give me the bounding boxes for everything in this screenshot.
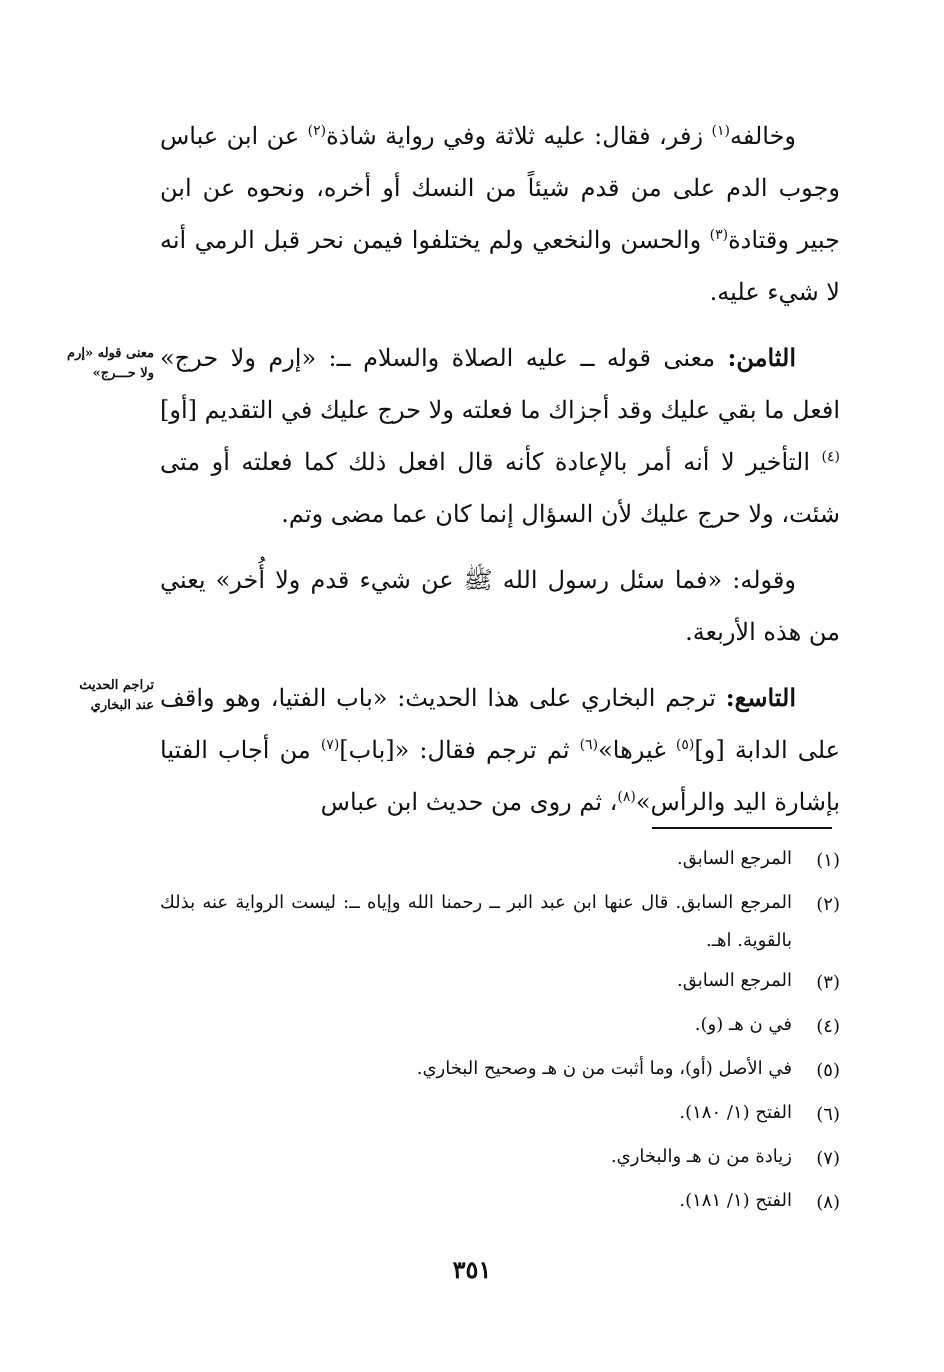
text-run: معنى قوله ــ عليه الصلاة والسلام ــ: «إرم ولا حرج» افعل ما بقي عليك وقد أجزاك ما فعلته ولا حرج عليك في التقديم [أو] bbox=[160, 344, 840, 424]
footnote-number: (٨) bbox=[816, 1192, 840, 1213]
page-number: ٣٥١ bbox=[452, 1255, 492, 1284]
footnote-number: (١) bbox=[816, 850, 840, 871]
footnote-text: المرجع السابق. قال عنها ابن عبد البر ــ رحمنا الله وإياه ــ: ليست الرواية عنه بذلك بالقوية. اهـ. bbox=[160, 892, 792, 951]
footnote-item bbox=[160, 1182, 840, 1224]
footnote-text: المرجع السابق. bbox=[676, 970, 792, 991]
text-run: عن ابن عباس وجوب الدم على من قدم شيئاً من النسك أو أخره، ونحوه عن ابن جبير وقتادة bbox=[160, 122, 840, 254]
footnote-ref[interactable]: (٤) bbox=[821, 449, 840, 465]
footnote-number: (٦) bbox=[816, 1104, 840, 1125]
footnote-item bbox=[160, 1050, 840, 1092]
footnote-text: زيادة من ن هـ والبخاري. bbox=[610, 1146, 792, 1167]
footnote-text: الفتح (١/ ١٨١). bbox=[679, 1190, 792, 1211]
paragraph-1 bbox=[160, 110, 840, 318]
text-run: ، ثم روى من حديث ابن عباس bbox=[320, 788, 618, 816]
text-run: وخالفه bbox=[729, 122, 797, 150]
footnote-text: الفتح (١/ ١٨٠). bbox=[679, 1102, 792, 1123]
footnote-item bbox=[160, 1138, 840, 1180]
margin-note-tarajim: تراجم الحديث عند البخاري bbox=[79, 678, 154, 713]
footnote-divider bbox=[652, 827, 832, 829]
footnote-number: (٣) bbox=[816, 972, 840, 993]
footnotes-list bbox=[160, 840, 840, 1224]
footnote-text: في الأصل (أو)، وما أثبت من ن هـ وصحيح البخاري. bbox=[416, 1058, 792, 1079]
text-run: وقوله: «فما سئل رسول الله ﷺ عن شيء قدم ولا أُخر» يعني من هذه الأربعة. bbox=[160, 566, 840, 646]
footnote-ref[interactable]: (٦) bbox=[579, 737, 599, 753]
text-run: غيرها» bbox=[598, 736, 676, 764]
footnote-text: في ن هـ (و). bbox=[694, 1014, 792, 1035]
footnote-item bbox=[160, 884, 840, 960]
text-run: التأخير لا أنه أمر بالإعادة كأنه قال افعل ذلك كما فعلته أو متى شئت، ولا حرج عليك لأن السؤال إنما كان عما مضى وتم. bbox=[160, 448, 840, 528]
main-text bbox=[160, 110, 840, 842]
text-run: ثم ترجم فقال: «[باب] bbox=[339, 736, 580, 764]
footnote-ref[interactable]: (٣) bbox=[709, 227, 729, 243]
footnote-item bbox=[160, 840, 840, 882]
text-run: زفر، فقال: عليه ثلاثة وفي رواية شاذة bbox=[326, 122, 712, 150]
text-run: من أجاب الفتيا بإشارة اليد والرأس» bbox=[160, 736, 840, 816]
text-run: ترجم البخاري على هذا الحديث: «باب الفتيا، وهو واقف على الدابة [و] bbox=[160, 684, 840, 764]
footnote-ref[interactable]: (٧) bbox=[320, 737, 340, 753]
footnote-number: (٢) bbox=[816, 894, 840, 915]
text-run: والحسن والنخعي ولم يختلفوا فيمن نحر قبل الرمي أنه لا شيء عليه. bbox=[160, 226, 840, 306]
footnote-item bbox=[160, 962, 840, 1004]
footnote-number: (٧) bbox=[816, 1148, 840, 1169]
footnote-number: (٥) bbox=[816, 1060, 840, 1081]
footnote-ref[interactable]: (٨) bbox=[617, 789, 636, 805]
footnote-ref[interactable]: (٥) bbox=[675, 737, 695, 753]
paragraph-lead: التاسع: bbox=[725, 683, 796, 712]
margin-note-irm: معنى قوله «إرم ولا حـــرج» bbox=[67, 346, 154, 381]
paragraph-lead: الثامن: bbox=[727, 343, 796, 372]
footnote-ref[interactable]: (٢) bbox=[307, 123, 327, 139]
paragraph-2 bbox=[160, 332, 840, 540]
paragraph-3 bbox=[160, 554, 840, 658]
footnote-text: المرجع السابق. bbox=[676, 848, 792, 869]
footnote-number: (٤) bbox=[816, 1016, 840, 1037]
paragraph-4 bbox=[160, 672, 840, 828]
footnote-item bbox=[160, 1006, 840, 1048]
footnote-item bbox=[160, 1094, 840, 1136]
footnote-ref[interactable]: (١) bbox=[711, 123, 730, 139]
